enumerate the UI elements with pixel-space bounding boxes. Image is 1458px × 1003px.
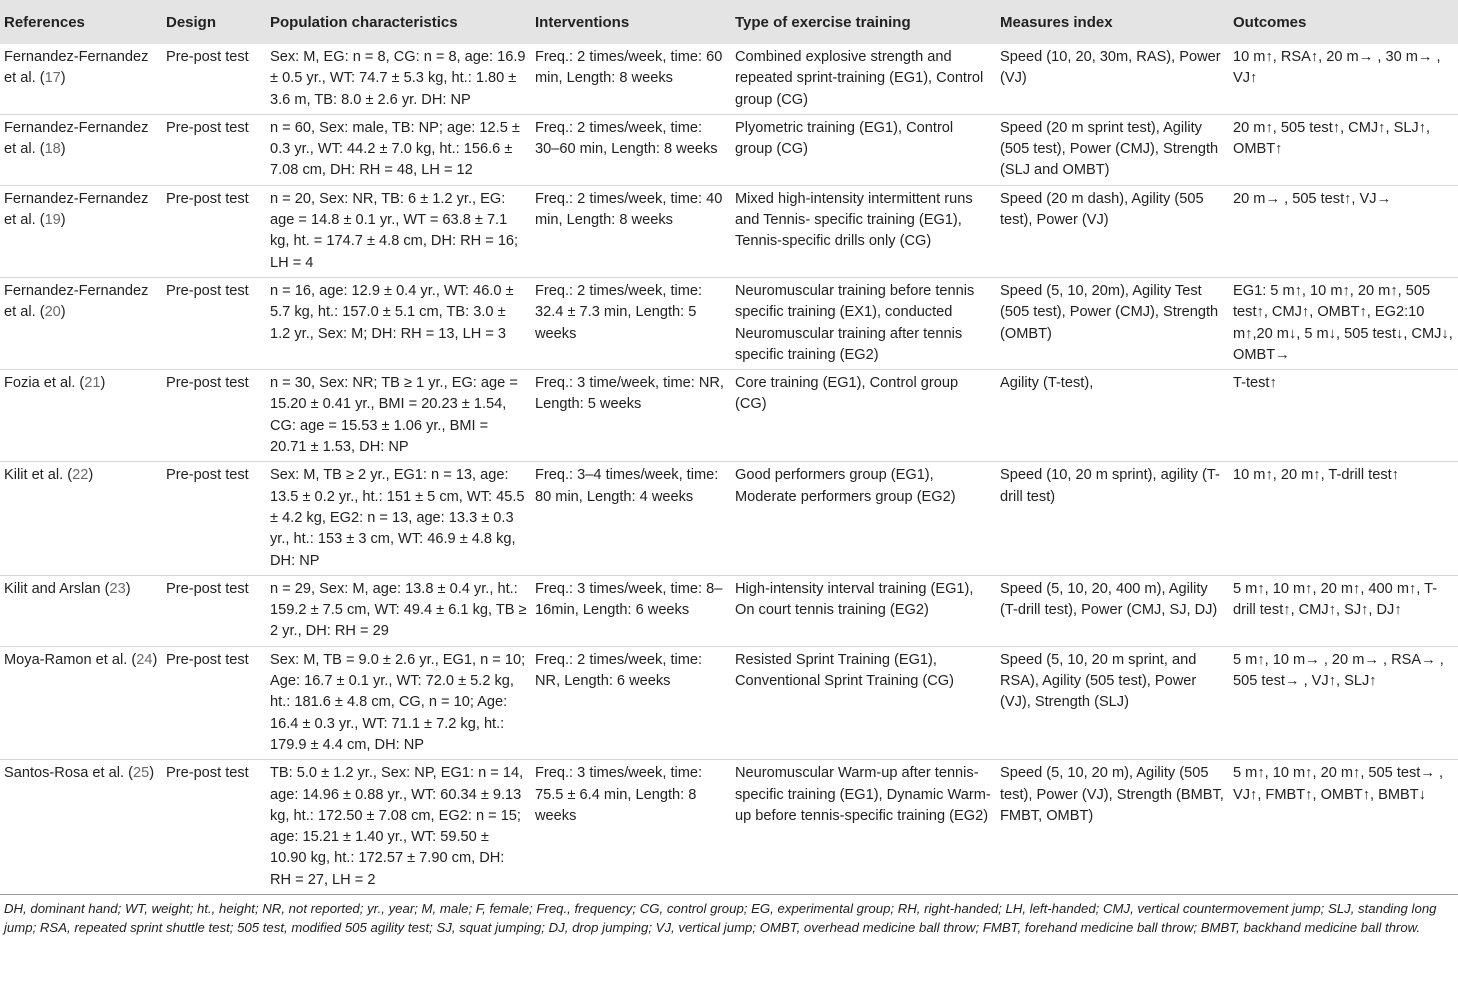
cell-measures: Speed (5, 10, 20 m), Agility (505 test), Power (VJ), Strength (BMBT, FMBT, OMBT) [996,760,1229,895]
cell-interventions: Freq.: 2 times/week, time: 32.4 ± 7.3 min, Length: 5 weeks [531,277,731,369]
header-references: References [0,0,162,44]
cell-interventions: Freq.: 3 times/week, time: 75.5 ± 6.4 min, Length: 8 weeks [531,760,731,895]
table-row [0,462,1458,575]
cell-interventions: Freq.: 2 times/week, time: 60 min, Length: 8 weeks [531,44,731,114]
cell-design: Pre-post test [162,44,266,114]
cell-reference [0,44,162,114]
table-row [0,114,1458,185]
cell-outcomes: 10 m↑, RSA↑, 20 m→ , 30 m→ , VJ↑ [1229,44,1458,114]
cell-exercise-type: Neuromuscular training before tennis specific training (EX1), conducted Neuromuscular training after tennis specific training (EG2) [731,277,996,369]
cell-reference [0,760,162,895]
cell-exercise-type: Good performers group (EG1), Moderate performers group (EG2) [731,462,996,575]
cell-reference [0,370,162,462]
cell-exercise-type: Resisted Sprint Training (EG1), Conventional Sprint Training (CG) [731,646,996,759]
cell-outcomes: EG1: 5 m↑, 10 m↑, 20 m↑, 505 test↑, CMJ↑, OMBT↑, EG2:10 m↑,20 m↓, 5 m↓, 505 test↓, CMJ↓, OMBT→ [1229,277,1458,369]
reference-text: Fernandez-Fernandez et al. ( [4,49,149,87]
cell-population: n = 16, age: 12.9 ± 0.4 yr., WT: 46.0 ± 5.7 kg, ht.: 157.0 ± 5.1 cm, TB: 3.0 ± 1.2 yr., Sex: M; DH: RH = 13, LH = 3 [266,277,531,369]
cell-interventions: Freq.: 2 times/week, time: 40 min, Length: 8 weeks [531,185,731,277]
cell-exercise-type: Combined explosive strength and repeated sprint-training (EG1), Control group (CG) [731,44,996,114]
reference-link[interactable]: 18 [44,141,61,158]
reference-close: ) [149,765,155,782]
reference-link[interactable]: 19 [44,212,61,229]
table-body [0,44,1458,894]
cell-design: Pre-post test [162,760,266,895]
reference-text: Kilit and Arslan ( [4,580,110,597]
cell-interventions: Freq.: 3 times/week, time: 8–16min, Length: 6 weeks [531,575,731,646]
cell-measures: Speed (10, 20, 30m, RAS), Power (VJ) [996,44,1229,114]
cell-reference [0,277,162,369]
cell-interventions: Freq.: 3–4 times/week, time: 80 min, Length: 4 weeks [531,462,731,575]
cell-reference [0,575,162,646]
cell-reference [0,185,162,277]
cell-measures: Speed (20 m sprint test), Agility (505 test), Power (CMJ), Strength (SLJ and OMBT) [996,114,1229,185]
table-row [0,575,1458,646]
reference-close: ) [60,70,66,87]
cell-measures: Agility (T-test), [996,370,1229,462]
cell-measures: Speed (5, 10, 20, 400 m), Agility (T-drill test), Power (CMJ, SJ, DJ) [996,575,1229,646]
reference-close: ) [100,375,106,392]
reference-text: Moya-Ramon et al. ( [4,651,137,668]
reference-close: ) [60,141,66,158]
cell-measures: Speed (5, 10, 20 m sprint, and RSA), Agility (505 test), Power (VJ), Strength (SLJ) [996,646,1229,759]
table-row [0,44,1458,114]
reference-link[interactable]: 23 [109,580,126,597]
cell-measures: Speed (10, 20 m sprint), agility (T-drill test) [996,462,1229,575]
cell-measures: Speed (20 m dash), Agility (505 test), Power (VJ) [996,185,1229,277]
cell-outcomes: 5 m↑, 10 m→ , 20 m→ , RSA→ , 505 test→ , VJ↑, SLJ↑ [1229,646,1458,759]
cell-population: Sex: M, EG: n = 8, CG: n = 8, age: 16.9 ± 0.5 yr., WT: 74.7 ± 5.3 kg, ht.: 1.80 ± 3.6 m, TB: 8.0 ± 2.6 yr. DH: NP [266,44,531,114]
cell-exercise-type: Mixed high-intensity intermittent runs and Tennis- specific training (EG1), Tennis-specific drills only (CG) [731,185,996,277]
reference-text: Fozia et al. ( [4,375,85,392]
reference-text: Fernandez-Fernandez et al. ( [4,190,149,229]
reference-close: ) [88,467,94,484]
table-footnote: DH, dominant hand; WT, weight; ht., height; NR, not reported; yr., year; M, male; F, female; Freq., frequency; CG, control group; EG, experimental group; RH, right-handed; LH, left-handed; CMJ, vertical countermovement jump; SLJ, standing long jump; RSA, repeated sprint shuttle test; 505 test, modified 505 agility test; SJ, squat jumping; DJ, drop jumping; VJ, vertical jump; OMBT, overhead medicine ball throw; FMBT, forehand medicine ball throw; BMBT, backhand medicine ball throw. [4,900,1437,936]
reference-link[interactable]: 24 [136,651,153,668]
cell-outcomes: 20 m↑, 505 test↑, CMJ↑, SLJ↑, OMBT↑ [1229,114,1458,185]
cell-reference [0,114,162,185]
table-row [0,370,1458,462]
cell-population: Sex: M, TB = 9.0 ± 2.6 yr., EG1, n = 10; Age: 16.7 ± 0.1 yr., WT: 72.0 ± 5.2 kg, ht.: 181.6 ± 4.8 cm, CG, n = 10; Age: 16.4 ± 0.3 yr., WT: 71.1 ± 7.2 kg, ht.: 179.9 ± 4.4 cm, DH: NP [266,646,531,759]
table-row [0,760,1458,895]
reference-close: ) [60,304,66,321]
cell-design: Pre-post test [162,462,266,575]
header-row [0,0,1458,44]
cell-design: Pre-post test [162,114,266,185]
reference-close: ) [60,212,66,229]
cell-design: Pre-post test [162,185,266,277]
header-population: Population characteristics [266,0,531,44]
cell-design: Pre-post test [162,370,266,462]
cell-interventions: Freq.: 2 times/week, time: NR, Length: 6 weeks [531,646,731,759]
cell-design: Pre-post test [162,646,266,759]
reference-link[interactable]: 25 [132,765,150,782]
header-design: Design [162,0,266,44]
cell-design: Pre-post test [162,277,266,369]
reference-link[interactable]: 20 [44,304,61,321]
header-exercise-type: Type of exercise training [731,0,996,44]
cell-population: n = 60, Sex: male, TB: NP; age: 12.5 ± 0.3 yr., WT: 44.2 ± 7.0 kg, ht.: 156.6 ± 7.08 cm, DH: RH = 48, LH = 12 [266,114,531,185]
table-row [0,277,1458,369]
reference-text: Fernandez-Fernandez et al. ( [4,119,149,158]
header-measures: Measures index [996,0,1229,44]
cell-measures: Speed (5, 10, 20m), Agility Test (505 test), Power (CMJ), Strength (OMBT) [996,277,1229,369]
reference-text: Fernandez-Fernandez et al. ( [4,282,149,321]
reference-close: ) [125,580,131,597]
cell-interventions: Freq.: 3 time/week, time: NR, Length: 5 weeks [531,370,731,462]
cell-outcomes: T-test↑ [1229,370,1458,462]
cell-population: n = 29, Sex: M, age: 13.8 ± 0.4 yr., ht.: 159.2 ± 7.5 cm, WT: 49.4 ± 6.1 kg, TB ≥ 2 yr., DH: RH = 29 [266,575,531,646]
reference-text: Santos-Rosa et al. ( [4,765,133,782]
reference-link[interactable]: 17 [44,70,61,87]
cell-reference [0,646,162,759]
cell-interventions: Freq.: 2 times/week, time: 30–60 min, Length: 8 weeks [531,114,731,185]
cell-population: Sex: M, TB ≥ 2 yr., EG1: n = 13, age: 13.5 ± 0.2 yr., ht.: 151 ± 5 cm, WT: 45.5 ± 4.2 kg, EG2: n = 13, age: 13.3 ± 0.3 yr., ht.: 153 ± 3 cm, WT: 46.9 ± 4.8 kg, DH: NP [266,462,531,575]
cell-exercise-type: Core training (EG1), Control group (CG) [731,370,996,462]
cell-exercise-type: Plyometric training (EG1), Control group (CG) [731,114,996,185]
cell-outcomes: 20 m→ , 505 test↑, VJ→ [1229,185,1458,277]
cell-population: n = 30, Sex: NR; TB ≥ 1 yr., EG: age = 15.20 ± 0.41 yr., BMI = 20.23 ± 1.54, CG: age = 15.53 ± 1.06 yr., BMI = 20.71 ± 1.53, DH: NP [266,370,531,462]
reference-text: Kilit et al. ( [4,467,73,484]
reference-close: ) [152,651,158,668]
reference-link[interactable]: 21 [84,375,101,392]
header-interventions: Interventions [531,0,731,44]
cell-population: TB: 5.0 ± 1.2 yr., Sex: NP, EG1: n = 14, age: 14.96 ± 0.88 yr., WT: 60.34 ± 9.13 kg, ht.: 172.50 ± 7.08 cm, EG2: n = 15; age: 15.21 ± 1.40 yr., WT: 59.50 ± 10.90 kg, ht.: 172.57 ± 7.90 cm, DH: RH = 27, LH = 2 [266,760,531,895]
table-row [0,646,1458,759]
cell-reference [0,462,162,575]
cell-exercise-type: High-intensity interval training (EG1), On court tennis training (EG2) [731,575,996,646]
header-outcomes: Outcomes [1229,0,1458,44]
cell-population: n = 20, Sex: NR, TB: 6 ± 1.2 yr., EG: age = 14.8 ± 0.1 yr., WT = 63.8 ± 7.1 kg, ht. = 174.7 ± 4.8 cm, DH: RH = 16; LH = 4 [266,185,531,277]
cell-design: Pre-post test [162,575,266,646]
cell-outcomes: 10 m↑, 20 m↑, T-drill test↑ [1229,462,1458,575]
table-row [0,185,1458,277]
cell-exercise-type: Neuromuscular Warm-up after tennis-specific training (EG1), Dynamic Warm-up before tennis-specific training (EG2) [731,760,996,895]
cell-outcomes: 5 m↑, 10 m↑, 20 m↑, 505 test→ , VJ↑, FMBT↑, OMBT↑, BMBT↓ [1229,760,1458,895]
table-header [0,0,1458,44]
reference-link[interactable]: 22 [72,467,89,484]
cell-outcomes: 5 m↑, 10 m↑, 20 m↑, 400 m↑, T-drill test↑, CMJ↑, SJ↑, DJ↑ [1229,575,1458,646]
